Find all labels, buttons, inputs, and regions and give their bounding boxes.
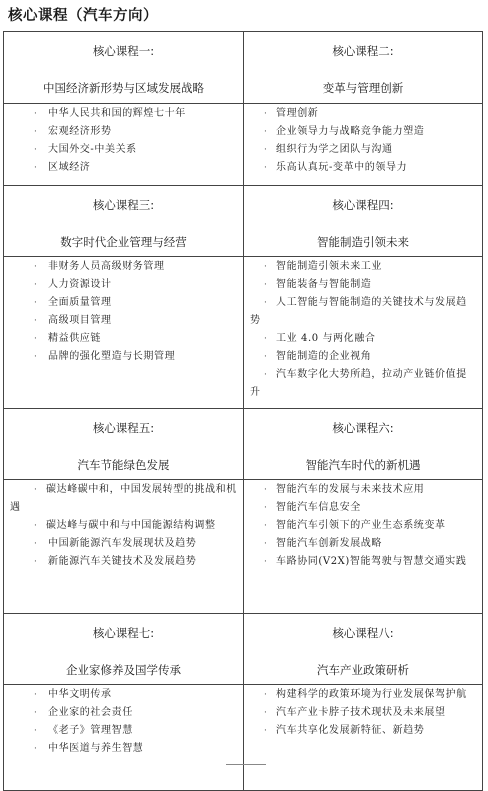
- list-item: [244, 722, 482, 740]
- list-item: [244, 258, 482, 276]
- course-cell-7: [4, 613, 243, 790]
- list-item: [4, 740, 243, 758]
- list-item: [4, 535, 243, 553]
- topic-text: 品牌的强化塑造与长期管理: [48, 351, 176, 362]
- course-topic-list: [244, 685, 482, 790]
- course-number: 核心课程一:: [92, 44, 155, 58]
- bullet-icon: ·: [264, 726, 268, 736]
- bullet-icon: ·: [34, 298, 38, 308]
- bullet-icon: ·: [34, 163, 38, 173]
- bullet-icon: ·: [264, 352, 268, 362]
- list-item: [244, 141, 482, 159]
- course-table: [3, 31, 483, 791]
- course-name: 汽车产业政策研析: [317, 663, 409, 677]
- list-item: [4, 276, 243, 294]
- topic-text: 汽车产业卡脖子技术现状及未来展望: [276, 707, 446, 718]
- course-header: [4, 613, 243, 685]
- bullet-icon: ·: [264, 334, 268, 344]
- bullet-icon: ·: [34, 280, 38, 290]
- list-item: [244, 499, 482, 517]
- topic-text: 管理创新: [276, 108, 319, 119]
- list-item: [4, 686, 243, 704]
- topic-text: 精益供应链: [48, 333, 101, 344]
- course-number: 核心课程四:: [332, 198, 394, 212]
- list-item: [244, 704, 482, 722]
- course-name: 智能制造引领未来: [317, 235, 409, 249]
- list-item: [4, 258, 243, 276]
- topic-text: 新能源汽车关键技术及发展趋势: [48, 556, 197, 567]
- bullet-icon: ·: [34, 690, 38, 700]
- course-topic-list: [4, 104, 243, 185]
- bullet-icon: ·: [34, 262, 38, 272]
- course-header: [244, 613, 482, 685]
- bullet-icon: ·: [264, 370, 268, 380]
- course-topic-list: [4, 480, 243, 613]
- topic-text: 中华医道与养生智慧: [48, 743, 144, 754]
- topic-text: 非财务人员高级财务管理: [48, 261, 165, 272]
- topic-text: 智能汽车的发展与未来技术应用: [276, 484, 425, 495]
- list-item: [4, 330, 243, 348]
- list-item: [4, 312, 243, 330]
- topic-text: 智能汽车创新发展战略: [276, 538, 382, 549]
- course-header: [244, 408, 482, 480]
- topic-text: 区域经济: [48, 162, 91, 173]
- list-item: [4, 123, 243, 141]
- topic-text: 大国外交-中美关系: [48, 144, 137, 155]
- bullet-icon: ·: [264, 485, 268, 495]
- bullet-icon: ·: [264, 557, 268, 567]
- topic-text: 中华人民共和国的辉煌七十年: [48, 108, 186, 119]
- topic-text: 车路协同(V2X)智能驾驶与智慧交通实践: [276, 556, 467, 567]
- list-item: [244, 123, 482, 141]
- bullet-icon: ·: [34, 485, 38, 495]
- topic-text: 工业 4.0 与两化融合: [276, 333, 376, 344]
- list-item: [4, 159, 243, 177]
- course-topic-list: [4, 685, 243, 790]
- topic-text: 人力资源设计: [48, 279, 112, 290]
- bullet-icon: ·: [34, 109, 38, 119]
- topic-text: 人工智能与智能制造的关键技术与发展趋势: [250, 297, 467, 326]
- list-item: [4, 704, 243, 722]
- list-item: [4, 348, 243, 366]
- list-item: [244, 481, 482, 499]
- course-name: 变革与管理创新: [322, 81, 404, 95]
- topic-text: 智能装备与智能制造: [276, 279, 372, 290]
- bullet-icon: ·: [34, 539, 38, 549]
- list-item: [4, 553, 243, 571]
- topic-text: 汽车共享化发展新特征、新趋势: [276, 725, 425, 736]
- bullet-icon: ·: [264, 539, 268, 549]
- bullet-icon: ·: [34, 145, 38, 155]
- bullet-icon: ·: [264, 521, 268, 531]
- bullet-icon: ·: [34, 708, 38, 718]
- topic-text: 宏观经济形势: [48, 126, 112, 137]
- topic-text: 乐高认真玩-变革中的领导力: [276, 162, 408, 173]
- bullet-icon: ·: [34, 557, 38, 567]
- topic-text: 高级项目管理: [48, 315, 112, 326]
- course-topic-list: [244, 257, 482, 408]
- course-row: [4, 32, 482, 185]
- list-item: [4, 722, 243, 740]
- bullet-icon: ·: [264, 503, 268, 513]
- bullet-icon: ·: [34, 127, 38, 137]
- topic-text: 智能汽车引领下的产业生态系统变革: [276, 520, 446, 531]
- course-topic-list: [244, 104, 482, 185]
- list-item: [244, 159, 482, 177]
- topic-text: 构建科学的政策环境为行业发展保驾护航: [276, 689, 467, 700]
- course-header: [4, 185, 243, 257]
- list-item: [244, 366, 482, 402]
- topic-text: 《老子》管理智慧: [48, 725, 133, 736]
- course-cell-2: [243, 32, 482, 185]
- course-row: [4, 185, 482, 408]
- bullet-icon: ·: [34, 744, 38, 754]
- course-header: [4, 408, 243, 480]
- topic-text: 企业家的社会责任: [48, 707, 133, 718]
- course-name: 中国经济新形势与区域发展战略: [43, 81, 204, 95]
- course-name: 数字时代企业管理与经营: [60, 235, 187, 249]
- page-title: 核心课程（汽车方向）: [8, 8, 158, 24]
- topic-text: 组织行为学之团队与沟通: [276, 144, 393, 155]
- page-divider: [226, 764, 266, 766]
- topic-text: 中华文明传承: [48, 689, 112, 700]
- course-cell-5: [4, 408, 243, 613]
- topic-text: 碳达峰碳中和，中国发展转型的挑战和机遇: [10, 484, 237, 513]
- topic-text: 全面质量管理: [48, 297, 112, 308]
- bullet-icon: ·: [264, 145, 268, 155]
- course-number: 核心课程七:: [92, 626, 155, 640]
- course-cell-4: [243, 185, 482, 408]
- list-item: [244, 105, 482, 123]
- course-name: 企业家修养及国学传承: [66, 663, 181, 677]
- list-item: [244, 348, 482, 366]
- topic-text: 智能制造引领未来工业: [276, 261, 382, 272]
- course-cell-8: [243, 613, 482, 790]
- bullet-icon: ·: [34, 521, 38, 531]
- bullet-icon: ·: [264, 280, 268, 290]
- topic-text: 汽车数字化大势所趋，拉动产业链价值提升: [250, 369, 467, 398]
- course-topic-list: [4, 257, 243, 408]
- list-item: [4, 105, 243, 123]
- course-row: [4, 408, 482, 613]
- list-item: [244, 553, 482, 571]
- topic-text: 中国新能源汽车发展现状及趋势: [48, 538, 197, 549]
- course-cell-3: [4, 185, 243, 408]
- list-item: [244, 330, 482, 348]
- list-item: [4, 141, 243, 159]
- bullet-icon: ·: [34, 726, 38, 736]
- bullet-icon: ·: [264, 262, 268, 272]
- course-number: 核心课程六:: [332, 421, 394, 435]
- topic-text: 智能汽车信息安全: [276, 502, 361, 513]
- course-number: 核心课程三:: [92, 198, 155, 212]
- topic-text: 企业领导力与战略竞争能力塑造: [276, 126, 425, 137]
- list-item: [4, 294, 243, 312]
- list-item: [244, 294, 482, 330]
- course-cell-6: [243, 408, 482, 613]
- course-name: 汽车节能绿色发展: [77, 458, 170, 472]
- bullet-icon: ·: [264, 690, 268, 700]
- course-number: 核心课程八:: [332, 626, 394, 640]
- bullet-icon: ·: [264, 163, 268, 173]
- course-header: [244, 185, 482, 257]
- topic-text: 智能制造的企业视角: [276, 351, 372, 362]
- bullet-icon: ·: [34, 316, 38, 326]
- course-name: 智能汽车时代的新机遇: [305, 458, 421, 472]
- course-cell-1: [4, 32, 243, 185]
- course-header: [4, 32, 243, 104]
- list-item: [4, 517, 243, 535]
- course-topic-list: [244, 480, 482, 613]
- bullet-icon: ·: [264, 127, 268, 137]
- course-number: 核心课程二:: [332, 44, 394, 58]
- course-number: 核心课程五:: [92, 421, 155, 435]
- bullet-icon: ·: [264, 708, 268, 718]
- bullet-icon: ·: [34, 352, 38, 362]
- list-item: [4, 481, 243, 517]
- list-item: [244, 535, 482, 553]
- list-item: [244, 686, 482, 704]
- list-item: [244, 276, 482, 294]
- list-item: [244, 517, 482, 535]
- bullet-icon: ·: [264, 298, 268, 308]
- bullet-icon: ·: [264, 109, 268, 119]
- bullet-icon: ·: [34, 334, 38, 344]
- course-header: [244, 32, 482, 104]
- topic-text: 碳达峰与碳中和与中国能源结构调整: [46, 520, 216, 531]
